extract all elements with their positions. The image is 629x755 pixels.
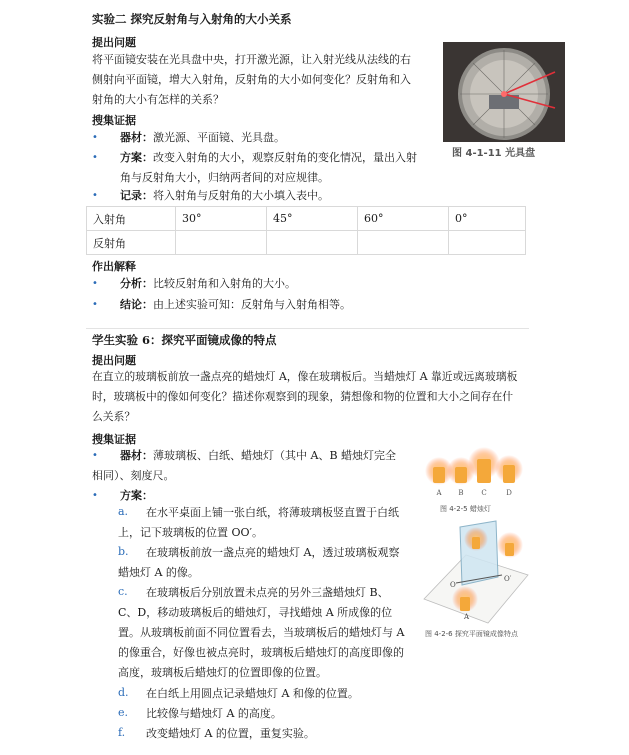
plane-mirror-caption: 图 4-2-6 探究平面镜成像特点 xyxy=(425,630,518,638)
exp2-explain-heading: 作出解释 xyxy=(92,260,136,273)
candle-label: B xyxy=(458,489,464,497)
item-label: 方案： xyxy=(120,151,153,164)
step-letter: b. xyxy=(118,545,129,558)
table-row xyxy=(87,231,526,255)
bullet-icon: • xyxy=(92,490,98,501)
table-row xyxy=(87,207,526,231)
step-text: 置。从玻璃板前面不同位置看去，当玻璃板后的蜡烛灯与 A xyxy=(118,626,405,639)
item-text: 薄玻璃板、白纸、蜡烛灯（其中 A、B 蜡烛灯完全 xyxy=(153,449,397,462)
item-label: 结论： xyxy=(120,298,153,311)
record-table xyxy=(86,206,526,255)
item-text: 比较反射角和入射角的大小。 xyxy=(153,277,296,290)
item-text: 相同）、刻度尺。 xyxy=(92,469,175,482)
step-text: 在水平桌面上铺一张白纸，将薄玻璃板竖直置于白纸 xyxy=(146,506,399,519)
candle-lamps-figure xyxy=(424,445,532,503)
mirror-fig-label-a: A xyxy=(464,613,470,621)
step-text: 在玻璃板前放一盏点亮的蜡烛灯 A，透过玻璃板观察 xyxy=(146,546,400,559)
exp2-title: 实验二 探究反射角与入射角的大小关系 xyxy=(92,12,292,26)
item-label: 器材： xyxy=(120,131,153,144)
bullet-icon: • xyxy=(92,278,98,289)
table-cell: 30° xyxy=(176,207,267,231)
table-cell xyxy=(267,231,358,255)
exp2-equipment-item xyxy=(92,128,432,148)
text-line: 在直立的玻璃板前放一盏点亮的蜡烛灯 A，像在玻璃板后。当蜡烛灯 A 靠近或远离玻璃板 xyxy=(92,370,518,383)
exp2-question-text xyxy=(92,50,411,110)
step-text: 改变蜡烛灯 A 的位置，重复实验。 xyxy=(146,727,315,740)
candle-label: A xyxy=(436,489,442,497)
bullet-icon: • xyxy=(92,190,98,201)
item-label: 分析： xyxy=(120,277,153,290)
table-cell xyxy=(449,231,526,255)
bullet-icon: • xyxy=(92,152,98,163)
item-label: 器材： xyxy=(120,449,153,462)
mirror-fig-label-o: O xyxy=(450,581,456,589)
text-line: 侧射向平面镜，增大入射角，反射角的大小如何变化？反射角和入 xyxy=(92,73,411,86)
exp2-question-heading: 提出问题 xyxy=(92,36,136,49)
table-cell: 45° xyxy=(267,207,358,231)
exp6-question-text xyxy=(92,367,517,427)
optical-disk-caption: 图 4-1-11 光具盘 xyxy=(452,148,536,159)
item-text: 激光源、平面镜、光具盘。 xyxy=(153,131,285,144)
text-line: 时，玻璃板中的像如何变化？描述你观察到的现象，猜想像和物的位置和大小之间存在什 xyxy=(92,390,514,403)
item-text: 将入射角与反射角的大小填入表中。 xyxy=(153,189,329,202)
candle-label: D xyxy=(506,489,512,497)
exp6-question-heading: 提出问题 xyxy=(92,354,136,367)
step-text: 蜡烛灯 A 的像。 xyxy=(118,566,199,579)
exp6-equipment-item xyxy=(92,446,412,486)
candle-label: C xyxy=(481,489,487,497)
bullet-icon: • xyxy=(92,299,98,310)
step-text: 在玻璃板后分别放置未点亮的另外三盏蜡烛灯 B、 xyxy=(146,586,389,599)
candle-lamps-caption: 图 4-2-5 蜡烛灯 xyxy=(440,505,491,513)
step-text: C、D，移动玻璃板后的蜡烛灯，寻找蜡烛 A 所成像的位 xyxy=(118,606,393,619)
step-text: 比较像与蜡烛灯 A 的高度。 xyxy=(146,707,282,720)
table-cell: 入射角 xyxy=(87,207,176,231)
table-cell: 反射角 xyxy=(87,231,176,255)
table-cell: 0° xyxy=(449,207,526,231)
table-cell xyxy=(358,231,449,255)
mirror-fig-label-o-prime: O′ xyxy=(504,575,512,583)
step-text: 在白纸上用圆点记录蜡烛灯 A 和像的位置。 xyxy=(146,687,359,700)
step-letter: c. xyxy=(118,585,128,598)
item-label: 方案： xyxy=(120,489,153,502)
step-letter: e. xyxy=(118,706,129,719)
exp2-conclusion-item xyxy=(92,295,432,315)
table-cell: 60° xyxy=(358,207,449,231)
text-line: 么关系？ xyxy=(92,410,136,423)
text-line: 射角的大小有怎样的关系？ xyxy=(92,93,224,106)
step-letter: f. xyxy=(118,726,126,739)
exp2-evidence-heading: 搜集证据 xyxy=(92,114,136,127)
exp2-record-item xyxy=(92,186,432,206)
section-divider xyxy=(86,328,529,329)
item-label: 记录： xyxy=(120,189,153,202)
step-text: 上，记下玻璃板的位置 OO′。 xyxy=(118,526,264,539)
item-text: 角与反射角大小，归纳两者间的对应规律。 xyxy=(120,171,329,184)
exp2-analysis-item xyxy=(92,274,432,294)
text-line: 将平面镜安装在光具盘中央，打开激光源，让入射光线从法线的右 xyxy=(92,53,411,66)
optical-disk-photo xyxy=(443,42,565,142)
bullet-icon: • xyxy=(92,132,98,143)
step-letter: a. xyxy=(118,505,129,518)
step-letter: d. xyxy=(118,686,129,699)
step-text: 高度，玻璃板后蜡烛灯的位置即像的位置。 xyxy=(118,666,327,679)
bullet-icon: • xyxy=(92,450,98,461)
exp2-plan-item xyxy=(92,148,432,188)
plane-mirror-figure xyxy=(418,515,530,627)
table-cell xyxy=(176,231,267,255)
exp6-evidence-heading: 搜集证据 xyxy=(92,433,136,446)
item-text: 由上述实验可知：反射角与入射角相等。 xyxy=(153,298,351,311)
step-text: 的像重合，好像也被点亮时，玻璃板后蜡烛灯的高度即像的 xyxy=(118,646,404,659)
item-text: 改变入射角的大小，观察反射角的变化情况，量出入射 xyxy=(153,151,417,164)
exp6-title: 学生实验 6：探究平面镜成像的特点 xyxy=(92,333,277,347)
